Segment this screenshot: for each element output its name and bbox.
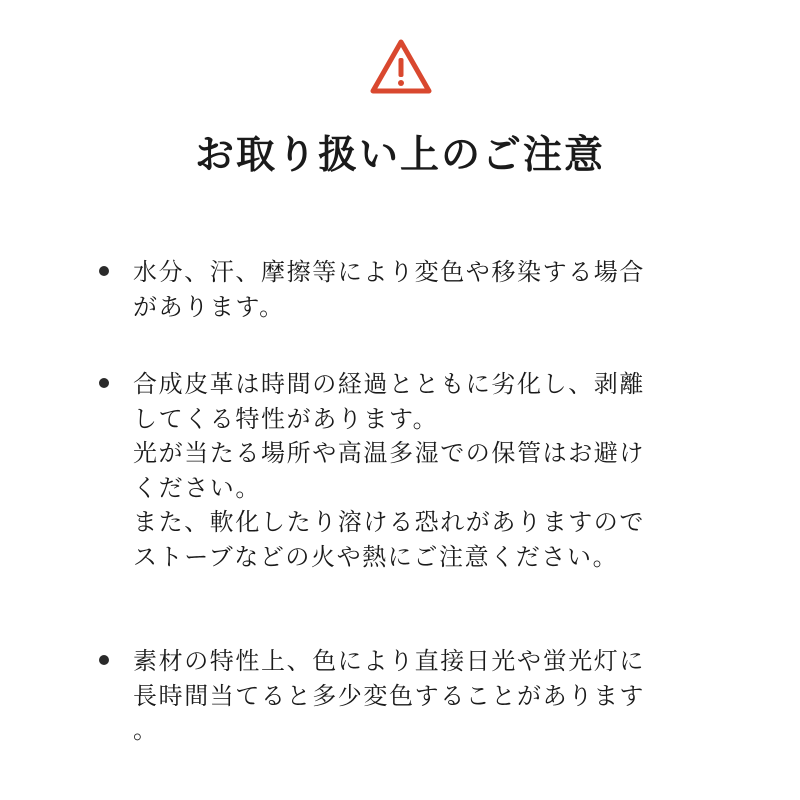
notice-line: また、軟化したり溶ける恐れがありますので (133, 508, 645, 536)
notice-line: 光が当たる場所や高温多湿での保管はお避け (133, 439, 645, 467)
notice-line: 長時間当てると多少変色することがあります (133, 681, 645, 710)
notice-line: してくる特性があります。 (133, 404, 439, 433)
bullet-icon (99, 378, 109, 388)
notice-line: 水分、汗、摩擦等により変色や移染する場合 (133, 258, 645, 286)
bullet-icon (99, 655, 109, 665)
notice-text (133, 644, 693, 748)
notice-line: ください。 (133, 473, 261, 502)
notice-line: があります。 (133, 292, 285, 321)
page-title: お取り扱い上のご注意 (194, 133, 605, 178)
bullet-icon (99, 266, 109, 276)
notice-line: 素材の特性上、色により直接日光や蛍光灯に (133, 647, 645, 675)
notice-text (133, 367, 693, 574)
notice-line: 合成皮革は時間の経過とともに劣化し、剥離 (133, 370, 645, 398)
notice-text (133, 255, 693, 324)
notice-line: ストーブなどの火や熱にご注意ください。 (133, 542, 619, 571)
notice-line: 。 (133, 716, 159, 744)
